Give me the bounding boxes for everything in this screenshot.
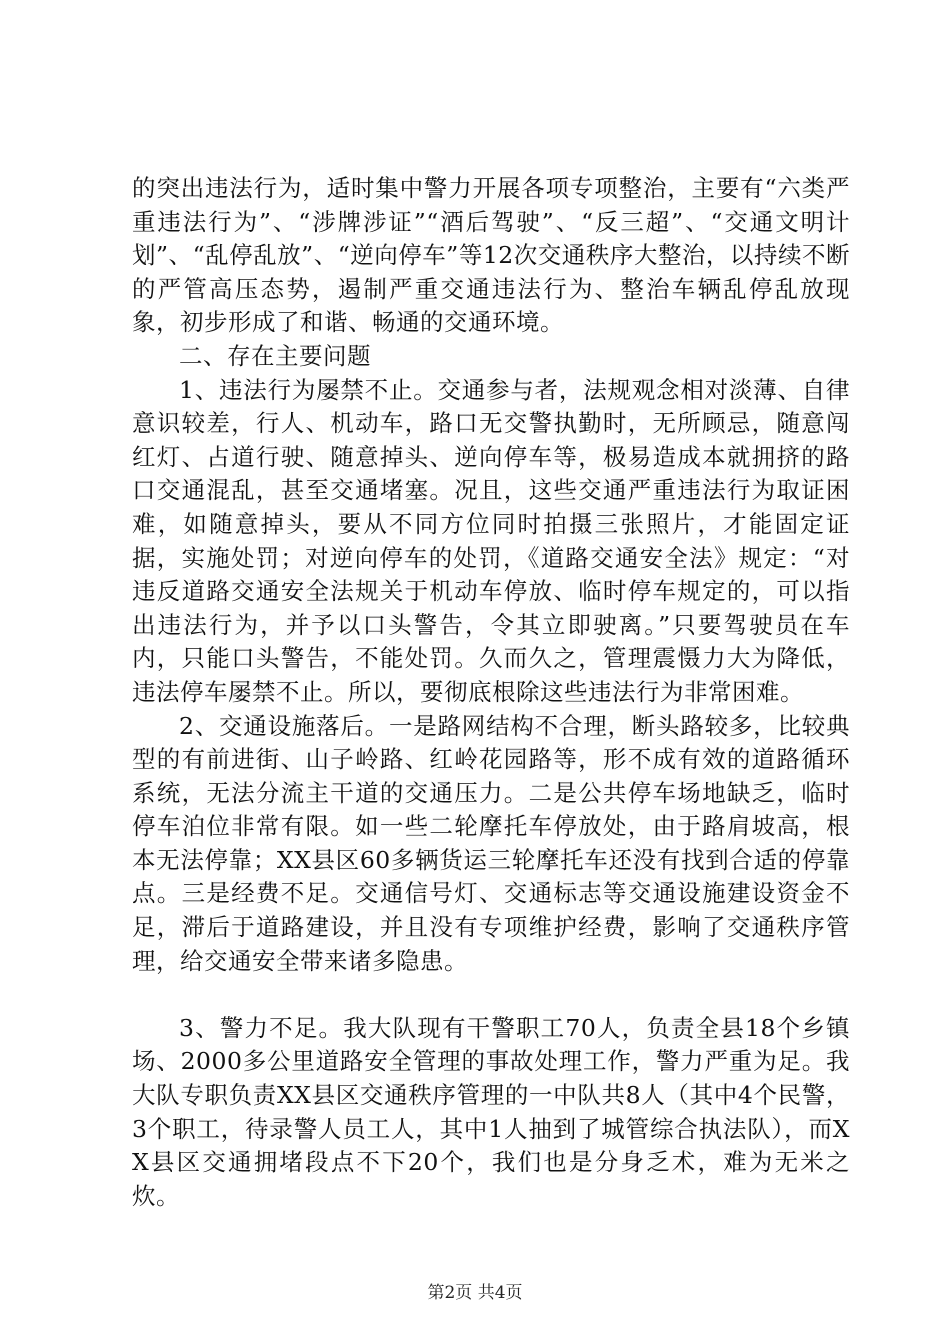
section-heading-problems: 二、存在主要问题 (179, 341, 371, 370)
page-footer: 第2页 共4页 (427, 1283, 523, 1303)
paragraph-facilities: 2、交通设施落后。一是路网结构不合理，断头路较多，比较典型的有前进街、山子岭路、红岭花园路等，形不成有效的道路循环系统，无法分流主干道的交通压力。二是公共停车场地缺乏，临时停车泊位非常有限。如一些二轮摩托车停放处，由于路肩坡高，根本无法停靠；XX县区60多辆货运三轮摩托车还没有找到合适的停靠点。三是经费不足。交通信号灯、交通标志等交通设施建设资金不足，滞后于道路建设，并且没有专项维护经费，影响了交通秩序管理，给交通安全带来诸多隐患。 (132, 711, 850, 975)
paragraph-police-force: 3、警力不足。我大队现有干警职工70人，负责全县18个乡镇场、2000多公里道路安全管理的事故处理工作，警力严重为足。我大队专职负责XX县区交通秩序管理的一中队共8人（其中4个民警，3个职工，待录警人员工人，其中1人抽到了城管综合执法队），而XX县区交通拥堵段点不下20个，我们也是分身乏术，难为无米之炊。 (132, 1013, 850, 1210)
document-body (132, 172, 850, 1213)
paragraph-continuation: 的突出违法行为，适时集中警力开展各项专项整治，主要有“六类严重违法行为”、“涉牌涉证”“酒后驾驶”、“反三超”、“交通文明计划”、“乱停乱放”、“逆向停车”等12次交通秩序大整治，以持续不断的严管高压态势，遏制严重交通违法行为、整治车辆乱停乱放现象，初步形成了和谐、畅通的交通环境。 (132, 174, 850, 337)
paragraph-violations: 1、违法行为屡禁不止。交通参与者，法规观念相对淡薄、自律意识较差，行人、机动车，路口无交警执勤时，无所顾忌，随意闯红灯、占道行驶、随意掉头、逆向停车等，极易造成本就拥挤的路口交通混乱，甚至交通堵塞。况且，这些交通严重违法行为取证困难，如随意掉头，要从不同方位同时拍摄三张照片，才能固定证据，实施处罚；对逆向停车的处罚，《道路交通安全法》规定：“对违反道路交通安全法规关于机动车停放、临时停车规定的，可以指出违法行为，并予以口头警告，令其立即驶离。”只要驾驶员在车内，只能口头警告，不能处罚。久而久之，管理震慑力大为降低，违法停车屡禁不止。所以，要彻底根除这些违法行为非常困难。 (132, 375, 850, 706)
